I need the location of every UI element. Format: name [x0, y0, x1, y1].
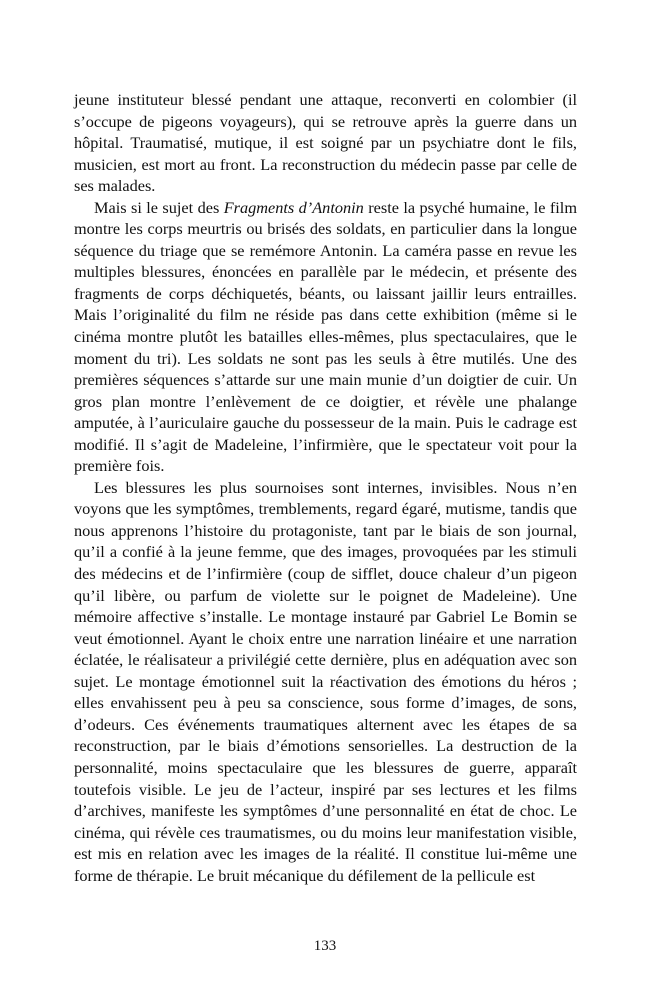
film-title: Fragments d’Antonin	[223, 197, 364, 217]
paragraph-2	[74, 197, 577, 477]
paragraph-1: jeune instituteur blessé pendant une attaque, reconverti en colombier (il s’occupe de pigeons voyageurs), qui se retrouve après la guerre dans un hôpital. Traumatisé, mutique, il est soigné par un psychiatre dont le fils, musicien, est mort au front. La reconstruction du médecin passe par celle de ses malades.	[74, 90, 577, 196]
paragraph-2-lead: Mais si le sujet des	[94, 197, 224, 217]
paragraph-2-rest: reste la psyché humaine, le film montre les corps meurtris ou brisés des soldats, en particulier dans la longue séquence du triage que se remémore Antonin. La caméra passe en revue les multiples blessures, énoncées en parallèle par le médecin, et présente des fragments de corps déchiquetés, béants, ou laissant jaillir leurs entrailles. Mais l’originalité du film ne réside pas dans cette exhibition (même si le cinéma montre plutôt les batailles elles-mêmes, plus spectaculaires, que le moment du tri). Les soldats ne sont pas les seuls à être mutilés. Une des premières séquences s’attarde sur une main munie d’un doigtier de cuir. Un gros plan montre l’enlèvement de ce doigtier, et révèle une phalange amputée, à l’auriculaire gauche du possesseur de la main. Puis le cadrage est modifié. Il s’agit de Madeleine, l’infirmière, que le spectateur voit pour la première fois.	[74, 197, 577, 476]
paragraph-3: Les blessures les plus sournoises sont internes, invisibles. Nous n’en voyons que les symptômes, tremblements, regard égaré, mutisme, tandis que nous apprenons l’histoire du protagoniste, tant par le biais de son journal, qu’il a confié à la jeune femme, que des images, provoquées par les stimuli des médecins et de l’infirmière (coup de sifflet, douce chaleur d’un pigeon qu’il libère, ou parfum de violette sur le poignet de Madeleine). Une mémoire affective s’installe. Le montage instauré par Gabriel Le Bomin se veut émotionnel. Ayant le choix entre une narration linéaire et une narration éclatée, le réalisateur a privilégié cette dernière, plus en adéquation avec son sujet. Le montage émotionnel suit la réactivation des émotions du héros ; elles envahissent peu à peu sa conscience, sous forme d’images, de sons, d’odeurs. Ces événements traumatiques alternent avec les étapes de sa reconstruction, par le biais d’émotions sensorielles. La destruction de la personnalité, moins spectaculaire que les blessures de guerre, apparaît toutefois visible. Le jeu de l’acteur, inspiré par ses lectures et les films d’archives, manifeste les symptômes d’une personnalité en état de choc. Le cinéma, qui révèle ces traumatismes, ou du moins leur manifestation visible, est mis en relation avec les images de la réalité. Il constitue lui-même une forme de thérapie. Le bruit mécanique du défilement de la pellicule est	[74, 477, 577, 885]
body-text	[74, 89, 577, 886]
page-number: 133	[313, 938, 337, 954]
